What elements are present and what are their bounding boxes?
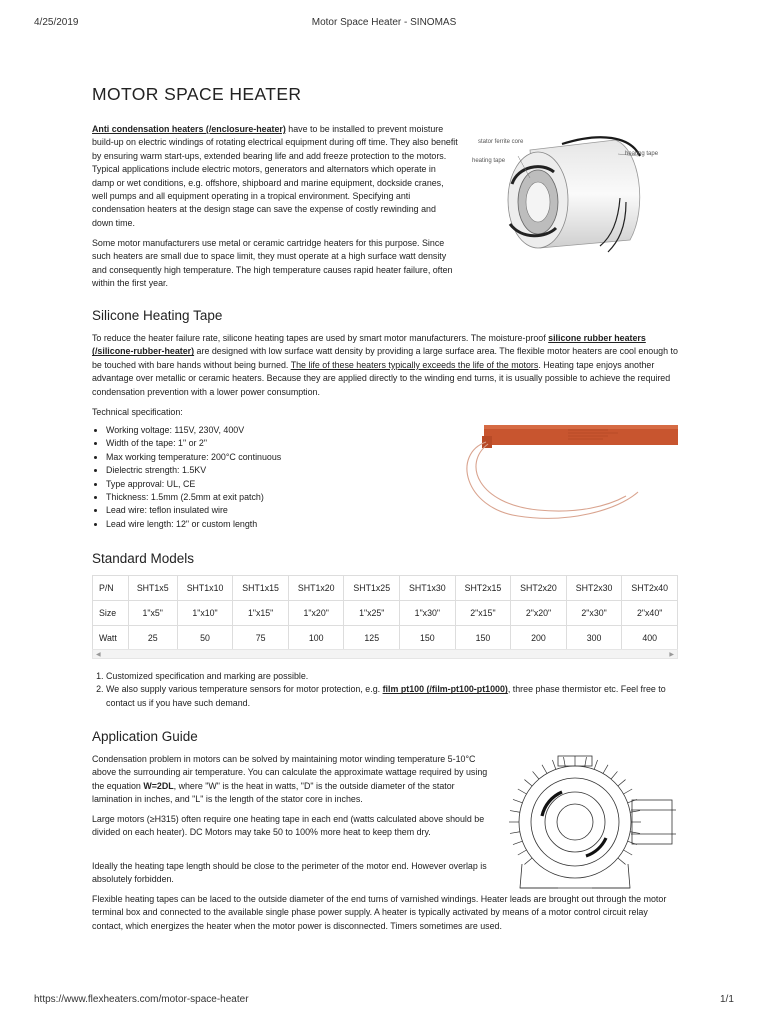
guide-paragraph-2: Large motors (≥H315) often require one heating tape in each end (watts calculated above should be divided on each heater). DC Motors may take 50 to 100% more heat to keep them dry. <box>92 814 485 838</box>
table-cell: 1"x10" <box>177 601 233 626</box>
motor-end-drawing <box>500 752 680 894</box>
table-cell: 2"x40" <box>622 601 678 626</box>
cooling-fin <box>603 765 608 774</box>
table-cell: SHT2x15 <box>455 576 511 601</box>
table-cell: SHT2x20 <box>511 576 567 601</box>
film-pt100-link[interactable]: film pt100 (/film-pt100-pt1000) <box>382 684 508 695</box>
table-cell: 2"x15" <box>455 601 511 626</box>
cooling-fin <box>564 757 566 767</box>
table-cell: 300 <box>566 626 622 651</box>
cooling-fin <box>623 850 632 855</box>
table-horizontal-scrollbar[interactable] <box>92 649 678 659</box>
page-url: https://www.flexheaters.com/motor-space-heater <box>34 994 249 1005</box>
silicone-paragraph: To reduce the heater failure rate, silicone heating tapes are used by smart motor manufacturers. The moisture-proof silicone rubber heaters (/silicone-rubber-heater) are designed with low surface watt density by providing a large surface area. The flexible motor heaters are cool enough to be touched with bare hands without being burned. The life of these heaters typically exceeds the life of the motors. Heating tape enjoys another advantage over metallic or ceramic heaters. Because they are applied directly to the winding end turns, it is usually possible to achieve the required condensation prevention with a lower power consumption. <box>92 333 678 397</box>
page-title: MOTOR SPACE HEATER <box>92 84 302 104</box>
lead-wire <box>467 442 638 518</box>
cooling-fin <box>618 780 626 786</box>
row-header-cell: Watt <box>93 626 129 651</box>
heating-tape-mark <box>542 792 562 816</box>
table-cell: SHT1x30 <box>400 576 456 601</box>
table-cell: 125 <box>344 626 400 651</box>
table-cell: 2"x20" <box>511 601 567 626</box>
cooling-fin <box>594 760 597 769</box>
table-cell: 400 <box>622 626 678 651</box>
table-row <box>93 626 678 651</box>
spec-item: • Lead wire length: 12" or custom length <box>106 518 406 531</box>
spec-item: • Max working temperature: 200°C continuous <box>106 451 406 464</box>
heating-tape-label-left: heating tape <box>472 158 506 164</box>
table-cell: 1"x20" <box>288 601 344 626</box>
notes-list <box>92 670 692 710</box>
table-row <box>93 601 678 626</box>
print-date: 4/25/2019 <box>34 17 79 28</box>
models-heading: Standard Models <box>92 551 195 566</box>
guide-heading: Application Guide <box>92 729 198 744</box>
heating-tape-label-right: heating tape <box>625 151 659 157</box>
cooling-fin <box>618 858 626 864</box>
table-cell: SHT2x40 <box>622 576 678 601</box>
scroll-right-icon[interactable]: ▶ <box>669 652 674 658</box>
cooling-fin <box>518 789 527 794</box>
stator-core-label: stator ferrite core <box>478 139 524 145</box>
note-item: 1. Customized specification and marking are possible. <box>106 670 692 683</box>
table-cell: 100 <box>288 626 344 651</box>
heater-life-link[interactable]: The life of these heaters typically exceeds the life of the motors <box>290 359 539 370</box>
silicone-rubber-heater-link[interactable]: silicone rubber heaters (/silicone-rubber-heater) <box>92 333 646 357</box>
cooling-fin <box>524 858 532 864</box>
spec-item: • Thickness: 1.5mm (2.5mm at exit patch) <box>106 491 406 504</box>
table-cell: SHT1x15 <box>233 576 289 601</box>
table-cell: 200 <box>511 626 567 651</box>
spec-item: • Width of the tape: 1" or 2" <box>106 437 406 450</box>
heating-tape-image <box>458 420 680 526</box>
table-cell: SHT2x30 <box>566 576 622 601</box>
table-cell: 50 <box>177 626 233 651</box>
table-cell: 75 <box>233 626 289 651</box>
cooling-fin <box>513 799 522 802</box>
models-table <box>92 575 678 651</box>
spec-item: • Dielectric strength: 1.5KV <box>106 464 406 477</box>
row-header-cell: P/N <box>93 576 129 601</box>
table-cell: 1"x5" <box>128 601 177 626</box>
note-item: 2. We also supply various temperature sensors for motor protection, e.g. film pt100 (/film-pt100-pt1000), three phase thermistor etc. Feel free to contact us if you have such demand. <box>106 683 692 710</box>
table-cell: SHT1x20 <box>288 576 344 601</box>
guide-paragraph-4: Flexible heating tapes can be laced to the outside diameter of the end turns of varnished windings. Heater leads are brought out through the motor terminal box and connected to the available single phase power supply. A heater is typically activated by means of a motor control circuit relay contact, which energizes the heater when the motor power is disconnected. Timers sometimes are used. <box>92 894 667 931</box>
exit-patch <box>482 436 492 448</box>
table-cell: 150 <box>400 626 456 651</box>
cooling-fin <box>524 780 532 786</box>
spec-list <box>92 424 406 531</box>
intro-paragraph-1: Anti condensation heaters (/enclosure-heater) have to be installed to prevent moisture build-up on electric windings of rotating electrical equipment during off time. They also benefit by ensuring warm start-ups, extended bearing life and add freeze protection to the motors. Typical applications include electric motors, generators and alternators which operate in damp or wet conditions, e.g. offshore, shipboard and marine equipment, dockside cranes, well pumps and all equipment operating in a tropical environment. Specifying anti condensation heaters at the design stage can save the expense of costly rewinding and down time. <box>92 124 458 228</box>
silicone-heading: Silicone Heating Tape <box>92 308 223 323</box>
spec-item: • Lead wire: teflon insulated wire <box>106 504 406 517</box>
spec-item: • Working voltage: 115V, 230V, 400V <box>106 424 406 437</box>
cooling-fin <box>510 832 520 834</box>
cooling-fin <box>611 771 617 779</box>
lead-wire <box>476 444 626 511</box>
table-row <box>93 576 678 601</box>
print-title: Motor Space Heater - SINOMAS <box>311 17 457 28</box>
table-cell: 2"x30" <box>566 601 622 626</box>
table-cell: SHT1x5 <box>128 576 177 601</box>
cooling-fin <box>510 811 520 813</box>
spec-title: Technical specification: <box>92 407 183 417</box>
table-cell: SHT1x10 <box>177 576 233 601</box>
table-cell: 25 <box>128 626 177 651</box>
table-cell: 1"x25" <box>344 601 400 626</box>
table-cell: 1"x15" <box>233 601 289 626</box>
table-cell: SHT1x25 <box>344 576 400 601</box>
intro-paragraph-2: Some motor manufacturers use metal or ceramic cartridge heaters for this purpose. Since such heaters are small due to space limit, they must operate at a high surface watt density and consequently high temperature. The high temperature causes rapid heater failure, often within the first year. <box>92 238 453 289</box>
enclosure-heater-link[interactable]: Anti condensation heaters (/enclosure-heater) <box>92 124 286 134</box>
table-cell: 1"x30" <box>400 601 456 626</box>
cooling-fin <box>533 771 539 779</box>
cooling-fin <box>585 757 587 767</box>
spec-item: • Type approval: UL, CE <box>106 478 406 491</box>
row-header-cell: Size <box>93 601 129 626</box>
guide-paragraph-3: Ideally the heating tape length should be close to the perimeter of the motor end. However overlap is absolutely forbidden. <box>92 861 487 885</box>
cooling-fin <box>542 765 547 774</box>
cooling-fin <box>518 850 527 855</box>
cooling-fin <box>623 789 632 794</box>
guide-paragraph-1: Condensation problem in motors can be solved by maintaining motor winding temperature 5-10°C above the surrounding air temperature. You can calculate the approximate wattage required by using the equation W=2DL, where "W" is the heat in watts, "D" is the outside diameter of the stator lamination in inches, and "L" is the length of the stator core in inches. <box>92 754 488 805</box>
page-number: 1/1 <box>720 994 734 1005</box>
heating-tape-mark <box>586 838 606 856</box>
stator-heating-tape-figure <box>470 128 680 260</box>
cooling-fin <box>552 760 555 769</box>
cooling-fin <box>513 841 522 844</box>
table-cell: 150 <box>455 626 511 651</box>
scroll-left-icon[interactable]: ◀ <box>96 652 101 658</box>
